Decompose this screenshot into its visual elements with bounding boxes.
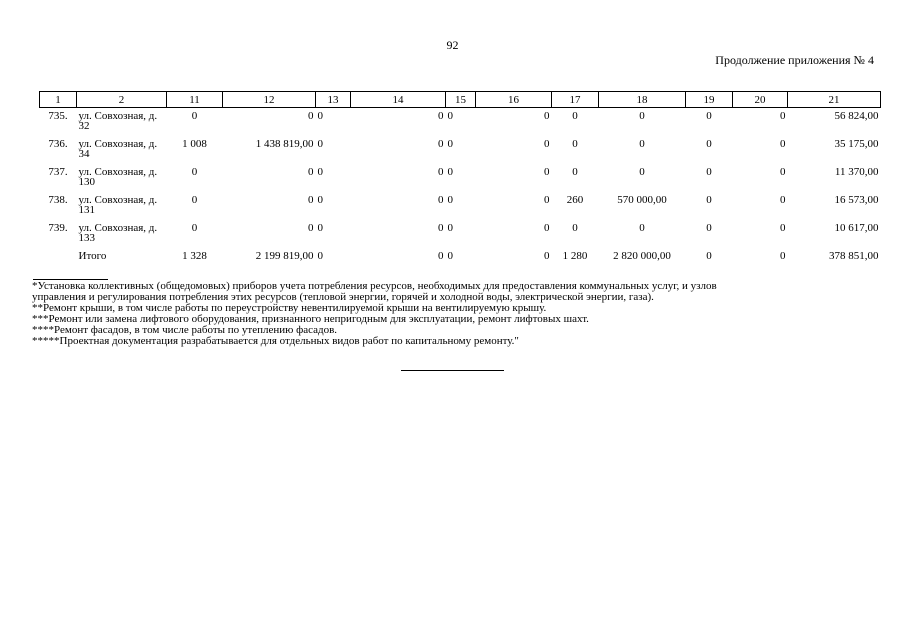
footnote-line: *Установка коллективных (общедомовых) приборов учета потребления ресурсов, необходимых для предоставления коммунальных услуг, и узлов [32, 280, 717, 292]
table-cell: 0 [438, 222, 444, 234]
table-cell: 1 438 819,00 [255, 138, 314, 150]
header-cell: 13 [316, 92, 351, 108]
table-row [40, 192, 881, 220]
table-cell: 0 [191, 166, 198, 178]
header-cell: 18 [599, 92, 686, 108]
table-cell: 0 [544, 138, 550, 150]
table-cell: 0 [317, 110, 323, 122]
table-cell: 0 [780, 194, 786, 206]
table-cell: 260 [566, 194, 584, 206]
table-cell: 0 [317, 166, 323, 178]
row-number [40, 248, 77, 267]
row-number: 735. [48, 110, 68, 122]
header-cell: 2 [77, 92, 167, 108]
header-cell: 19 [686, 92, 733, 108]
address-cell: ул. Совхозная, д. 32 [78, 110, 158, 132]
table-cell: 1 328 [182, 250, 207, 262]
table-cell: 0 [191, 194, 198, 206]
page-number: 92 [446, 38, 459, 52]
table-cell: 0 [544, 250, 550, 262]
table-cell: 0 [308, 222, 314, 234]
table-cell: 0 [317, 194, 323, 206]
table-cell: 0 [706, 110, 712, 122]
continuation-label: Продолжение приложения № 4 [715, 53, 874, 67]
address-cell: ул. Совхозная, д. 133 [78, 222, 158, 244]
table-cell: 0 [780, 222, 786, 234]
table-cell: 1 008 [182, 138, 207, 150]
table-cell: 0 [447, 166, 453, 178]
table-cell: 2 820 000,00 [613, 250, 671, 262]
row-number: 738. [48, 194, 68, 206]
table-cell: 10 617,00 [834, 222, 879, 234]
header-cell: 17 [552, 92, 599, 108]
table-cell: 0 [706, 138, 712, 150]
table-cell: 0 [639, 110, 645, 122]
table-cell: 0 [572, 166, 578, 178]
header-cell: 20 [733, 92, 788, 108]
header-cell: 1 [40, 92, 77, 108]
table-cell: 570 000,00 [617, 194, 667, 206]
header-cell: 11 [167, 92, 223, 108]
table-cell: 0 [447, 138, 453, 150]
table-cell: 0 [544, 194, 550, 206]
table-cell: 0 [308, 194, 314, 206]
table-cell: 0 [438, 138, 444, 150]
table-cell: 0 [639, 166, 645, 178]
address-cell: ул. Совхозная, д. 130 [78, 166, 158, 188]
table-row [40, 108, 881, 137]
total-row [40, 248, 881, 267]
table-row [40, 164, 881, 192]
table-cell: 0 [317, 138, 323, 150]
data-table [39, 91, 881, 267]
table-cell: 0 [447, 250, 453, 262]
table-row [40, 136, 881, 164]
table-cell: 0 [438, 166, 444, 178]
footnote-line: ****Ремонт фасадов, в том числе работы по утеплению фасадов. [32, 324, 338, 336]
table-cell: 0 [544, 222, 550, 234]
address-cell: ул. Совхозная, д. 131 [78, 194, 158, 216]
table-cell: 0 [706, 194, 712, 206]
header-cell: 12 [223, 92, 316, 108]
table-row [40, 220, 881, 248]
table-cell: 378 851,00 [829, 250, 879, 262]
table-cell: 0 [572, 110, 578, 122]
address-cell: ул. Совхозная, д. 34 [78, 138, 158, 160]
table-cell: 0 [544, 110, 550, 122]
table-cell: 2 199 819,00 [255, 250, 314, 262]
table-cell: 0 [706, 222, 712, 234]
table-cell: 0 [780, 250, 786, 262]
end-divider [401, 370, 504, 371]
row-number: 739. [48, 222, 68, 234]
row-number: 736. [48, 138, 68, 150]
footnote-line: ***Ремонт или замена лифтового оборудования, признанного непригодным для эксплуатации, ремонт лифтовых шахт. [32, 313, 589, 325]
table-cell: 0 [572, 222, 578, 234]
table-cell: 0 [317, 250, 323, 262]
footnote-line: **Ремонт крыши, в том числе работы по переустройству невентилируемой крыши на вентилируемую крышу. [32, 302, 547, 314]
table-cell: 0 [438, 194, 444, 206]
total-label: Итого [78, 250, 107, 262]
table-cell: 11 370,00 [834, 166, 879, 178]
table-cell: 0 [308, 110, 314, 122]
table-cell: 0 [780, 110, 786, 122]
header-row [40, 92, 881, 108]
table-cell: 0 [447, 194, 453, 206]
table-cell: 0 [447, 110, 453, 122]
table-cell: 0 [572, 138, 578, 150]
table-cell: 0 [780, 138, 786, 150]
table-cell: 0 [317, 222, 323, 234]
header-cell: 21 [788, 92, 881, 108]
table-cell: 0 [191, 222, 198, 234]
table-cell: 56 824,00 [834, 110, 879, 122]
table-cell: 35 175,00 [834, 138, 879, 150]
table-cell: 0 [706, 166, 712, 178]
table-cell: 0 [544, 166, 550, 178]
table-cell: 1 280 [562, 250, 588, 262]
table-cell: 0 [308, 166, 314, 178]
footnotes [32, 281, 862, 347]
header-cell: 16 [476, 92, 552, 108]
header-cell: 15 [446, 92, 476, 108]
table-cell: 0 [780, 166, 786, 178]
table-cell: 0 [706, 250, 712, 262]
table-cell: 16 573,00 [834, 194, 879, 206]
table-cell: 0 [191, 110, 198, 122]
table-cell: 0 [438, 110, 444, 122]
row-number: 737. [48, 166, 68, 178]
table-cell: 0 [447, 222, 453, 234]
table-cell: 0 [438, 250, 444, 262]
footnote-line: управления и регулирования потребления этих ресурсов (тепловой энергии, горячей и холодной воды, электрической энергии, газа). [32, 291, 654, 303]
table-cell: 0 [639, 138, 645, 150]
footnote-line: *****Проектная документация разрабатывается для отдельных видов работ по капитальному ремонту." [32, 335, 519, 347]
header-cell: 14 [351, 92, 446, 108]
table-cell: 0 [639, 222, 645, 234]
